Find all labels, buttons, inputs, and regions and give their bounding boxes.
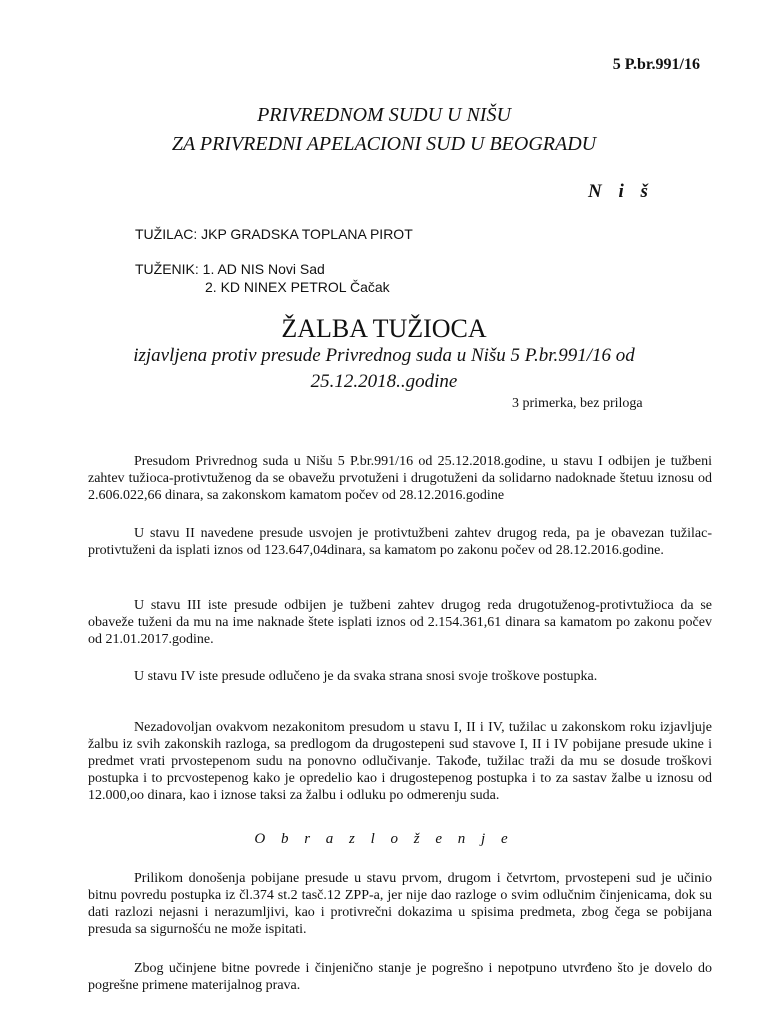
document-subtitle-line2: 25.12.2018..godine [310, 371, 458, 392]
document-subtitle-line1: izjavljena protiv presude Privrednog suda u Nišu 5 P.br.991/16 od [133, 345, 635, 366]
defendant-1: TUŽENIK: 1. AD NIS Novi Sad [135, 261, 325, 277]
paragraph-judgment-item-2: U stavu II navedene presude usvojen je protivtužbeni zahtev drugog reda, pa je obavezan tužilac-protivtuženi da isplati iznos od 123.647,04dinara, sa kamatom po zakonu počev od 28.12.2016.godine. [88, 526, 712, 558]
paragraph-reasoning-2: Zbog učinjene bitne povrede i činjenično stanje je pogrešno i nepotpuno utvrđeno što je dovelo do pogrešne primene materijalnog prava. [88, 961, 712, 993]
paragraph-appeal-request: Nezadovoljan ovakvom nezakonitom presudom u stavu I, II i IV, tužilac u zakonskom roku izjavljuje žalbu iz svih zakonskih razloga, sa predlogom da drugostepeni sud stavove I, II i IV pobijane presude ukine i predmet vrati prvostepenom sudu na ponovno odlučivanje. Takođe, tužilac traži da mu se dosude troškovi postupka i to prcvostepenog kako je opredelio kao i drugostepenog postupka i to za sastav žalbe u iznosu od 12.000,oo dinara, kao i iznose taksi za žalbu i odluku po odmerenju suda. [88, 720, 712, 803]
paragraph-reasoning-1: Prilikom donošenja pobijane presude u stavu prvom, drugom i četvrtom, prvostepeni sud je učinio bitnu povredu postupka iz čl.374 st.2 tasč.12 ZPP-a, jer nije dao razloge o svim odlučnim činjenicama, dok su dati razlozi nejasni i nerazumljivi, kao i protivrečni dokazima u spisima predmeta, zbog čega se pobijana presuda sa sigurnošću ne može ispitati. [88, 871, 712, 937]
court-addressee-line2: ZA PRIVREDNI APELACIONI SUD U BEOGRADU [171, 133, 597, 155]
city: N i š [588, 181, 654, 202]
paragraph-judgment-item-4: U stavu IV iste presude odlučeno je da svaka strana snosi svoje troškove postupka. [134, 669, 598, 684]
paragraph-judgment-item-3: U stavu III iste presude odbijen je tužbeni zahtev drugog reda drugotuženog-protivtužioca da se obaveže tuženi da mu na ime naknade štete isplati iznos od 2.154.361,61 dinara sa kamatom po zakonu počev od 21.01.2017.godine. [88, 598, 712, 647]
case-number: 5 P.br.991/16 [612, 56, 700, 73]
paragraph-judgment-item-1: Presudom Privrednog suda u Nišu 5 P.br.991/16 od 25.12.2018.godine, u stavu I odbijen je tužbeni zahtev tužioca-protivtuženog da se obavežu prvotuženi i drugotuženi da solidarno nadoknade štetuu iznosu od 2.606.022,66 dinara, sa zakonskom kamatom počev od 28.12.2016.godine [88, 454, 712, 503]
court-addressee-line1: PRIVREDNOM SUDU U NIŠU [257, 104, 511, 126]
plaintiff: TUŽILAC: JKP GRADSKA TOPLANA PIROT [135, 226, 413, 242]
document-title: ŽALBA TUŽIOCA [281, 314, 487, 343]
reasoning-heading: O b r a z l o ž e n j e [254, 831, 514, 847]
defendant-2: 2. KD NINEX PETROL Čačak [205, 279, 390, 295]
copies-note: 3 primerka, bez priloga [512, 396, 643, 411]
